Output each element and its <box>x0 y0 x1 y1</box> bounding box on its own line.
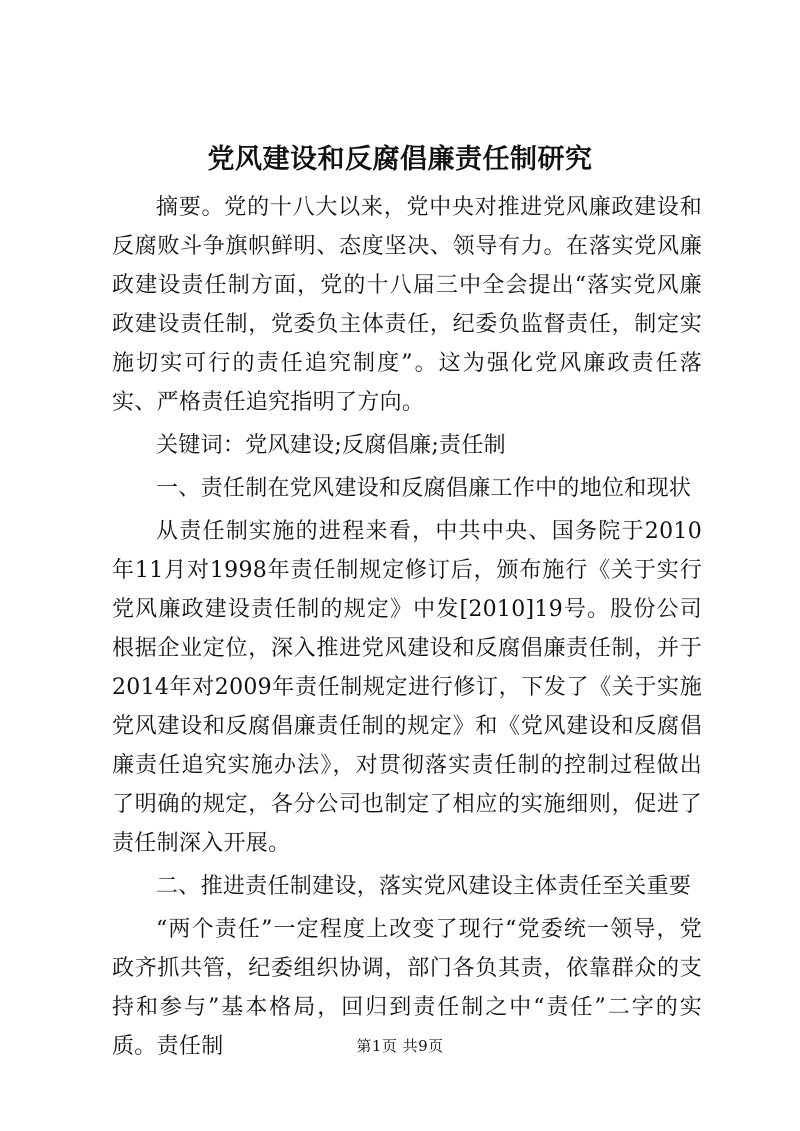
section-heading-1: 一、责任制在党风建设和反腐倡廉工作中的地位和现状 <box>156 476 692 501</box>
body-paragraph-1: 从责任制实施的进程来看，中共中央、国务院于2010年11月对1998年责任制规定修订后，颁布施行《关于实行党风廉政建设责任制的规定》中发[2010]19号。股份公司根据企业定位，深入推进党风建设和反腐倡廉责任制，并于2014年对2009年责任制规定进行修订，下发了《关于实施党风建设和反腐倡廉责任制的规定》和《党风建设和反腐倡廉责任追究实施办法》，对贯彻落实责任制的控制过程做出了明确的规定，各分公司也制定了相应的实施细则，促进了责任制深入开展。 <box>112 519 702 856</box>
document-body <box>112 188 702 1070</box>
body-paragraph-2: “两个责任”一定程度上改变了现行“党委统一领导，党政齐抓共管，纪委组织协调，部门各负其责，依靠群众的支持和参与”基本格局，回归到责任制之中“责任”二字的实质。责任制 <box>112 917 702 1059</box>
abstract-paragraph: 摘要。党的十八大以来，党中央对推进党风廉政建设和反腐败斗争旗帜鲜明、态度坚决、领导有力。在落实党风廉政建设责任制方面，党的十八届三中全会提出“落实党风廉政建设责任制，党委负主体责任，纪委负监督责任，制定实施切实可行的责任追究制度”。这为强化党风廉政责任落实、严格责任追究指明了方向。 <box>112 195 702 415</box>
page-number-footer: 第1页 共9页 <box>356 1037 444 1055</box>
keywords-paragraph: 关键词：党风建设;反腐倡廉;责任制 <box>156 433 506 458</box>
document-title: 党风建设和反腐倡廉责任制研究 <box>207 144 593 175</box>
section-heading-2: 二、推进责任制建设，落实党风建设主体责任至关重要 <box>156 874 692 899</box>
